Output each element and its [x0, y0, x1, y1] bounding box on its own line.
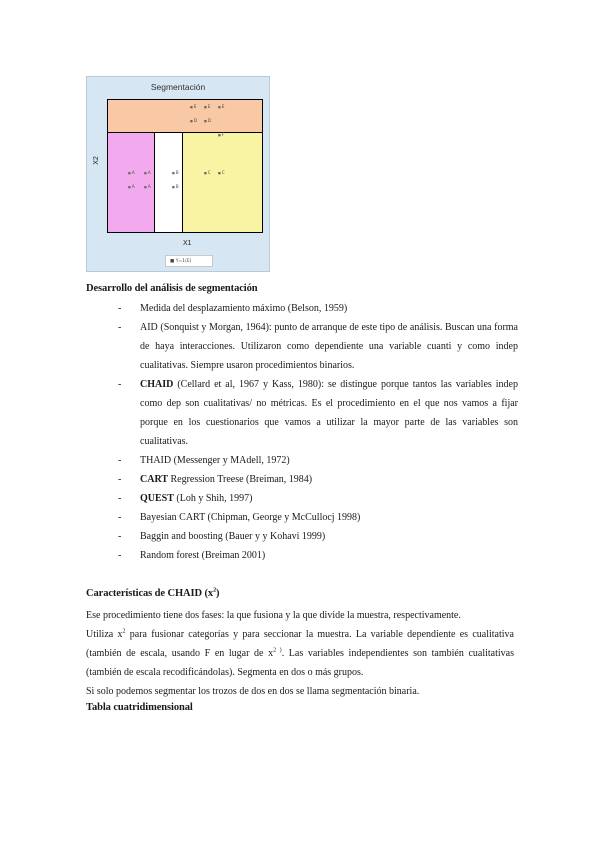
region-left	[108, 133, 155, 232]
list-item: - CART Regression Treese (Breiman, 1984)	[118, 474, 313, 485]
list-item: - Bayesian CART (Chipman, George y McCullocj 1998)	[118, 512, 361, 523]
list-item: - Medida del desplazamiento máximo (Belson, 1959)	[118, 303, 348, 314]
point: ■ C	[204, 170, 211, 175]
segmentation-figure	[86, 76, 270, 272]
point: ■ C	[218, 170, 225, 175]
development-heading: Desarrollo del análisis de segmentación	[86, 283, 258, 294]
legend-label: Y=1(E)	[175, 259, 192, 264]
list-item: - CHAID (Cellard et al, 1967 y Kass, 1980): se distingue porque tantos las variables indep como dep son cualitativas/ no métricas. Es el procedimiento en el que nos vamos a fijar porque en los cuestionarios que vamos a utilizar la mayor parte de las variables son cualitativas.	[118, 379, 518, 447]
region-top	[108, 100, 262, 133]
point: ■ B	[172, 184, 179, 189]
x-axis-label: X1	[183, 240, 192, 247]
point: ■ A	[128, 184, 135, 189]
list-item: - Baggin and boosting (Bauer y y Kohavi 1999)	[118, 531, 326, 542]
list-item: - Random forest (Breiman 2001)	[118, 550, 266, 561]
y-axis-label: X2	[92, 156, 100, 165]
point: ■ A	[144, 184, 151, 189]
point: ■ E	[190, 104, 196, 109]
region-right	[182, 133, 262, 232]
point: ■ D	[190, 118, 197, 123]
point: ■ B	[172, 170, 179, 175]
paragraph-binary: Si solo podemos segmentar los trozos de dos en dos se llama segmentación binaria.	[86, 686, 420, 697]
list-item: - AID (Sonquist y Morgan, 1964): punto de arranque de este tipo de análisis. Buscan una forma de haya interacciones. Utilizaron como dependiente una variable cuanti y como indep cualitativas. Siempre usaron procedimientos binarios.	[118, 322, 518, 371]
point: ■ A	[144, 170, 151, 175]
point: ■ E	[218, 104, 224, 109]
paragraph-phases: Ese procedimiento tiene dos fases: la que fusiona y la que divide la muestra, respectivamente.	[86, 610, 461, 621]
list-item: - THAID (Messenger y MAdell, 1972)	[118, 455, 290, 466]
figure-legend	[165, 255, 213, 267]
method-list	[118, 299, 518, 565]
plot-area	[107, 99, 263, 233]
table-heading: Tabla cuatridimensional	[86, 702, 193, 713]
chaid-heading: Características de CHAID $(x^2)$	[86, 587, 220, 599]
point: ■ E	[204, 104, 210, 109]
list-item: - QUEST (Loh y Shih, 1997)	[118, 493, 253, 504]
figure-title: Segmentación	[150, 82, 206, 92]
point: ■ D	[204, 118, 211, 123]
legend-marker: ■	[170, 259, 176, 264]
paragraph-chi-square: Utiliza $x^2$ para fusionar categorías y para seccionar la muestra. La variable dependiente es cualitativa (también de escala, usando F en lugar de $x^{2 )}$. Las variables independientes son también cualitativas (también de escala recodificándolas). Segmenta en dos o más grupos.	[86, 628, 514, 678]
point: ■ F	[218, 132, 224, 137]
point: ■ A	[128, 170, 135, 175]
